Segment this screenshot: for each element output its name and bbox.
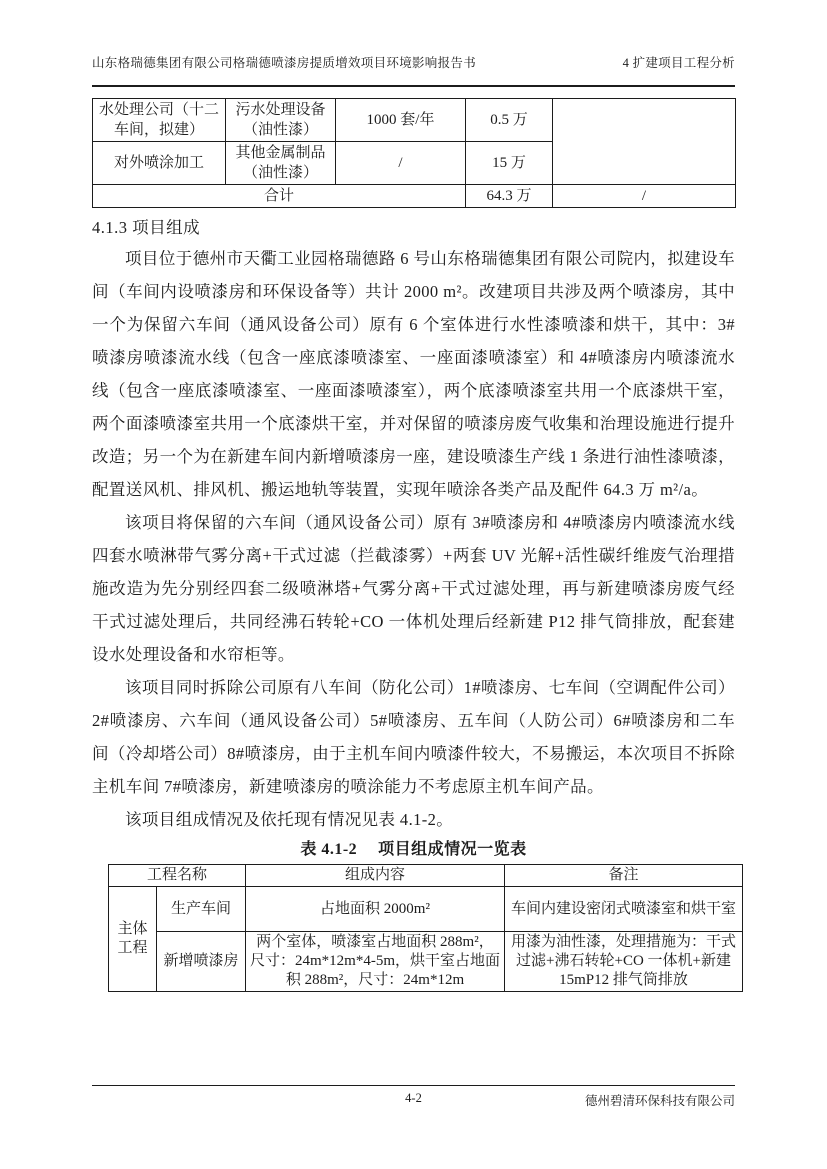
paragraph-demolition-description: 该项目同时拆除公司原有八车间（防化公司）1#喷漆房、七车间（空调配件公司）2#喷漆房、六车间（通风设备公司）5#喷漆房、五车间（人防公司）6#喷漆房和二车间（冷却塔公司）8#喷漆房，由于主机车间内喷漆件较大，不易搬运，本次项目不拆除主机车间 7#喷漆房，新建喷漆房的喷涂能力不考虑原主机车间产品。 [92, 678, 735, 796]
page-header [92, 0, 735, 87]
cell-total-area: 64.3 万 [466, 185, 553, 208]
cell-area: 0.5 万 [466, 99, 553, 142]
cell-content: 占地面积 2000m² [246, 887, 505, 932]
table-row [109, 932, 743, 992]
header-cell-content: 组成内容 [246, 865, 505, 887]
products-scale-table [92, 98, 736, 208]
cell-capacity: / [336, 142, 466, 185]
footer-company-name: 德州碧清环保科技有限公司 [584, 1094, 735, 1108]
cell-total-note: / [553, 185, 736, 208]
table-row [109, 887, 743, 932]
cell-note-merged [553, 99, 736, 185]
cell-product: 其他金属制品（油性漆） [226, 142, 336, 185]
cell-name: 生产车间 [157, 887, 246, 932]
page-number: 4-2 [405, 1091, 422, 1105]
header-report-title: 山东格瑞德集团有限公司格瑞德喷漆房提质增效项目环境影响报告书 [92, 56, 477, 70]
paragraph-retrofit-description: 该项目将保留的六车间（通风设备公司）原有 3#喷漆房和 4#喷漆房内喷漆流水线四套水喷淋带气雾分离+干式过滤（拦截漆雾）+两套 UV 光解+活性碳纤维废气治理措施改造为先分别经四套二级喷淋塔+气雾分离+干式过滤处理，再与新建喷漆房废气经干式过滤处理后，共同经沸石转轮+CO 一体机处理后经新建 P12 排气筒排放，配套建设水处理设备和水帘柜等。 [92, 513, 735, 664]
header-cell-note: 备注 [505, 865, 743, 887]
cell-note: 用漆为油性漆，处理措施为：干式过滤+沸石转轮+CO 一体机+新建 15mP12 排气筒排放 [505, 932, 743, 992]
cell-name: 新增喷漆房 [157, 932, 246, 992]
header-cell-name: 工程名称 [109, 865, 246, 887]
project-composition-table [108, 864, 743, 992]
table-row [93, 99, 736, 142]
paragraph-table-reference: 该项目组成情况及依托现有情况见表 4.1-2。 [125, 810, 454, 829]
cell-area: 15 万 [466, 142, 553, 185]
section-heading: 4.1.3 项目组成 [92, 218, 201, 237]
paragraph-project-location: 项目位于德州市天衢工业园格瑞德路 6 号山东格瑞德集团有限公司院内，拟建设车间（车间内设喷漆房和环保设备等）共计 2000 m²。改建项目共涉及两个喷漆房，其中一个为保留六车间（通风设备公司）原有 6 个室体进行水性漆喷漆和烘干，其中：3#喷漆房喷漆流水线（包含一座底漆喷漆室、一座面漆喷漆室）和 4#喷漆房内喷漆流水线（包含一座底漆喷漆室、一座面漆喷漆室），两个底漆喷漆室共用一个底漆烘干室，两个面漆喷漆室共用一个底漆烘干室，并对保留的喷漆房废气收集和治理设施进行提升改造；另一个为在新建车间内新增喷漆房一座，建设喷漆生产线 1 条进行油性漆喷漆，配置送风机、排风机、搬运地轨等装置，实现年喷涂各类产品及配件 64.3 万 m²/a。 [92, 249, 735, 499]
page-footer [92, 1085, 735, 1110]
cell-product: 污水处理设备（油性漆） [226, 99, 336, 142]
table-total-row [93, 185, 736, 208]
table-header-row [109, 865, 743, 887]
cell-project: 对外喷涂加工 [93, 142, 226, 185]
cell-capacity: 1000 套/年 [336, 99, 466, 142]
header-chapter-title: 4 扩建项目工程分析 [622, 56, 735, 70]
table-caption: 表 4.1-2 项目组成情况一览表 [300, 841, 527, 858]
cell-project: 水处理公司（十二车间，拟建） [93, 99, 226, 142]
cell-total-label: 合计 [93, 185, 466, 208]
cell-content: 两个室体，喷漆室占地面积 288m²，尺寸：24m*12m*4-5m，烘干室占地面积 288m²，尺寸：24m*12m [246, 932, 505, 992]
cell-group-label: 主体工程 [109, 887, 157, 992]
cell-note: 车间内建设密闭式喷漆室和烘干室 [505, 887, 743, 932]
content-area [92, 0, 735, 992]
